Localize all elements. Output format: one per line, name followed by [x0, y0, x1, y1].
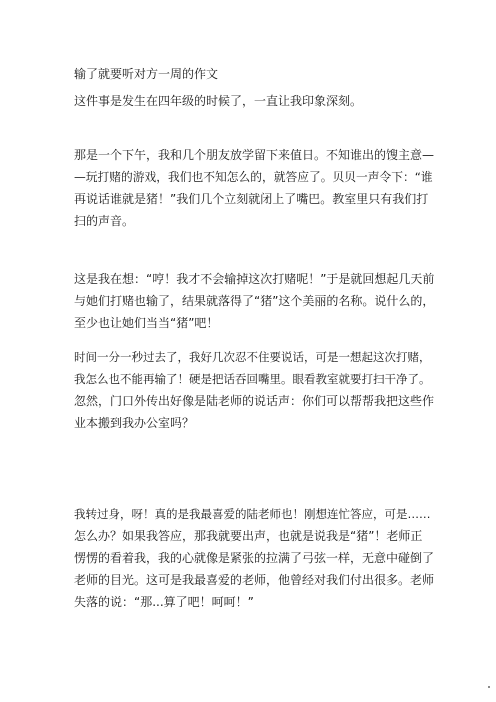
paragraph-teacher — [74, 503, 434, 613]
text-line: 再说话谁就是猪！”我们几个立刻就闭上了嘴巴。教室里只有我们打 — [74, 192, 429, 206]
text-line: 愣愣的看着我，我的心就像是紧张的拉满了弓弦一样，无意中碰倒了 — [74, 551, 435, 565]
text-line: 这件事是发生在四年级的时候了，一直让我印象深刻。 — [74, 94, 363, 108]
text-line: 业本搬到我办公室吗？ — [74, 416, 195, 430]
text-line: 我怎么也不能再输了！硬是把话吞回嘴里。眼看教室就要打扫干净了。 — [74, 372, 431, 386]
text-line: —玩打赌的游戏，我们也不知怎么的，就答应了。贝贝一声令下：“谁 — [74, 170, 433, 184]
text-line: 怎么办？如果我答应，那我就要出声，也就是说我是“猪”！老师正 — [74, 529, 423, 543]
text-line: 那是一个下午，我和几个朋友放学留下来值日。不知谁出的馊主意— — [74, 148, 435, 162]
text-line: 忽然，门口外传出好像是陆老师的说话声：你们可以帮帮我把这些作 — [74, 394, 435, 408]
text-line: 时间一分一秒过去了，我好几次忍不住要说话，可是一想起这次打赌， — [74, 350, 431, 364]
text-line: 失落的说：“那...算了吧！呵呵！” — [74, 595, 254, 609]
text-line: 老师的目光。这可是我最喜爱的老师，他曾经对我们付出很多。老师 — [74, 573, 435, 587]
paragraph-time-passing — [74, 346, 434, 434]
text-line: 扫的声音。 — [74, 214, 135, 228]
page-dot-mark — [488, 686, 490, 688]
text-line: 我转过身，呀！真的是我最喜爱的陆老师也！刚想连忙答应，可是…… — [74, 507, 431, 521]
paragraph-thinking — [74, 268, 434, 334]
text-line: 这是我在想：“哼！我才不会输掉这次打赌呢！”于是就回想起几天前 — [74, 272, 435, 286]
document-title: 输了就要听对方一周的作文 — [74, 67, 219, 81]
paragraph-afternoon — [74, 144, 434, 232]
paragraph-intro — [74, 90, 434, 112]
text-line: 与她们打赌也输了，结果就落得了“猪”这个美丽的名称。说什么的， — [74, 294, 435, 308]
text-line: 至少也让她们当当“猪”吧！ — [74, 316, 219, 330]
